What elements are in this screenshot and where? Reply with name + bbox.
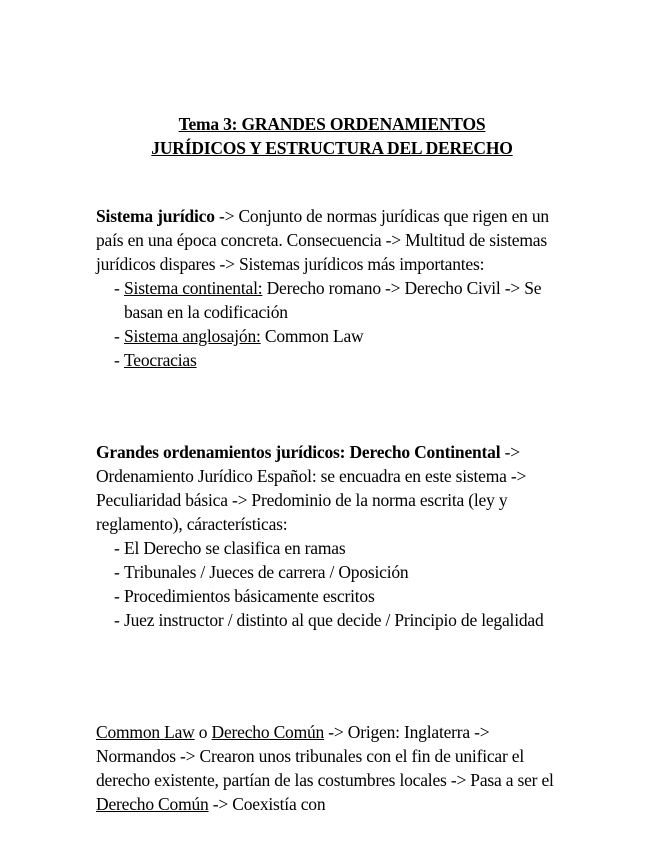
- list-item-text: Derecho romano -> Derecho Civil -> Se basan en la codificación: [124, 278, 542, 322]
- term-common-law: Common Law: [96, 722, 195, 742]
- section-sistema-juridico: [96, 204, 566, 372]
- term-derecho-comun-2: Derecho Común: [96, 794, 209, 814]
- list-item: [114, 276, 566, 324]
- list-item: [114, 324, 566, 348]
- list-item: - El Derecho se clasifica en ramas: [114, 536, 566, 560]
- list-item: - Tribunales / Jueces de carrera / Oposición: [114, 560, 566, 584]
- term-derecho-comun: Derecho Común: [211, 722, 325, 742]
- list-item-text: Common Law: [260, 326, 364, 346]
- section-text: -> Conjunto de normas jurídicas que rigen en un país en una época concreta. Consecuencia -> Multitud de sistemas jurídicos dispares -> Sistemas jurídicos más importantes:: [96, 206, 549, 274]
- section-paragraph: [96, 204, 566, 276]
- title-line-1: Tema 3: GRANDES ORDENAMIENTOS: [178, 114, 486, 134]
- section-text: -> Ordenamiento Jurídico Español: se encuadra en este sistema -> Peculiaridad básica -> Predominio de la norma escrita (ley y reglamento), cáracterísticas:: [96, 442, 527, 534]
- connector-text: o: [194, 722, 212, 742]
- section-derecho-continental: [96, 440, 566, 632]
- section-paragraph: [96, 720, 566, 816]
- list-item-label: Sistema anglosajón:: [124, 326, 261, 346]
- list-item-label: Sistema continental:: [124, 278, 263, 298]
- section-heading: Grandes ordenamientos jurídicos: Derecho Continental: [96, 442, 501, 462]
- section-heading: Sistema jurídico: [96, 206, 215, 226]
- list-item: - Procedimientos básicamente escritos: [114, 584, 566, 608]
- list-item: - Juez instructor / distinto al que decide / Principio de legalidad: [114, 608, 566, 632]
- title-line-2: JURÍDICOS Y ESTRUCTURA DEL DERECHO: [151, 138, 513, 158]
- document-title: [0, 112, 664, 160]
- section-paragraph: [96, 440, 566, 536]
- bullet-list: [96, 536, 566, 632]
- section-common-law: [96, 720, 566, 816]
- bullet-list: [96, 276, 566, 372]
- section-text-end: -> Coexistía con: [208, 794, 326, 814]
- section-text: -> Origen: Inglaterra -> Normandos -> Crearon unos tribunales con el fin de unificar el derecho existente, partían de las costumbres locales -> Pasa a ser el: [96, 722, 554, 790]
- list-item: [114, 348, 566, 372]
- list-item-label: Teocracias: [124, 350, 197, 370]
